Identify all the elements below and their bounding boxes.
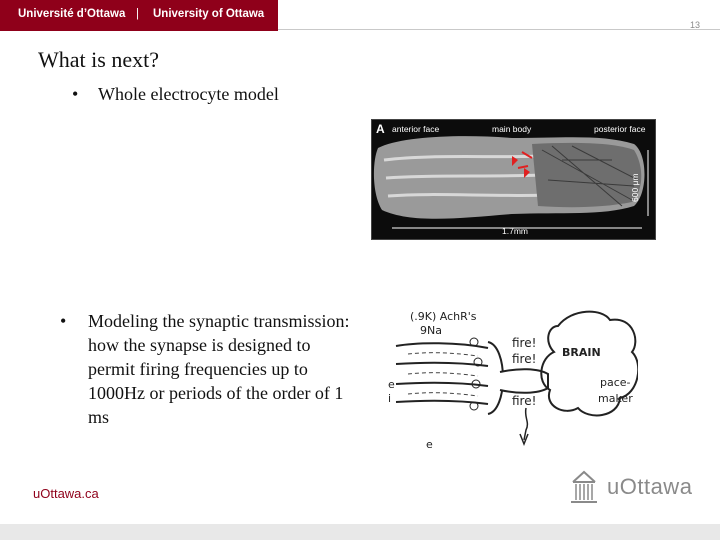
bullet-marker: •: [60, 311, 67, 331]
synapse-sketch: [388, 302, 638, 452]
label-fire-1: fire!: [512, 336, 537, 350]
electrocyte-image: [372, 120, 656, 240]
bullet-text: Whole electrocyte model: [98, 84, 279, 104]
bullet-marker: •: [72, 84, 79, 104]
footer-website: uOttawa.ca: [33, 486, 99, 501]
label-edge-bottom: e: [426, 438, 433, 451]
label-achr: (.9K) AchR's: [410, 310, 477, 323]
header-separator: |: [136, 8, 139, 20]
label-anterior-face: anterior face: [392, 124, 440, 134]
label-na: 9Na: [420, 324, 442, 337]
bullet-text: Modeling the synaptic transmission: how the synapse is designed to permit firing frequencies up to 1000Hz or periods of the order of 1 ms: [88, 311, 350, 427]
label-maker: maker: [598, 392, 633, 405]
bullet-item: [60, 309, 350, 429]
label-fire-3: fire!: [512, 394, 537, 408]
label-fire-2: fire!: [512, 352, 537, 366]
footer-strip: [0, 524, 720, 540]
slide-title: What is next?: [38, 47, 159, 72]
figure-panel-letter: A: [376, 122, 385, 136]
label-scale: 600 μm: [630, 173, 640, 202]
label-main-body: main body: [492, 124, 532, 134]
label-posterior-face: posterior face: [594, 124, 646, 134]
label-length: 1.7mm: [502, 226, 528, 236]
label-edge-e: e: [388, 378, 395, 391]
label-pace: pace-: [600, 376, 631, 389]
logo-text: uOttawa: [607, 474, 693, 499]
header-french-name: Université d’Ottawa: [18, 8, 126, 20]
building-icon: [567, 468, 601, 504]
uottawa-logo: [567, 468, 707, 506]
slide-number: 13: [689, 20, 700, 30]
label-brain: BRAIN: [562, 346, 601, 359]
bullet-item: [72, 84, 279, 105]
electrocyte-micrograph: [371, 119, 656, 240]
header-bar: [0, 0, 278, 31]
header-english-name: University of Ottawa: [153, 8, 265, 20]
header-divider: [278, 29, 720, 30]
label-edge-i: i: [388, 392, 392, 405]
